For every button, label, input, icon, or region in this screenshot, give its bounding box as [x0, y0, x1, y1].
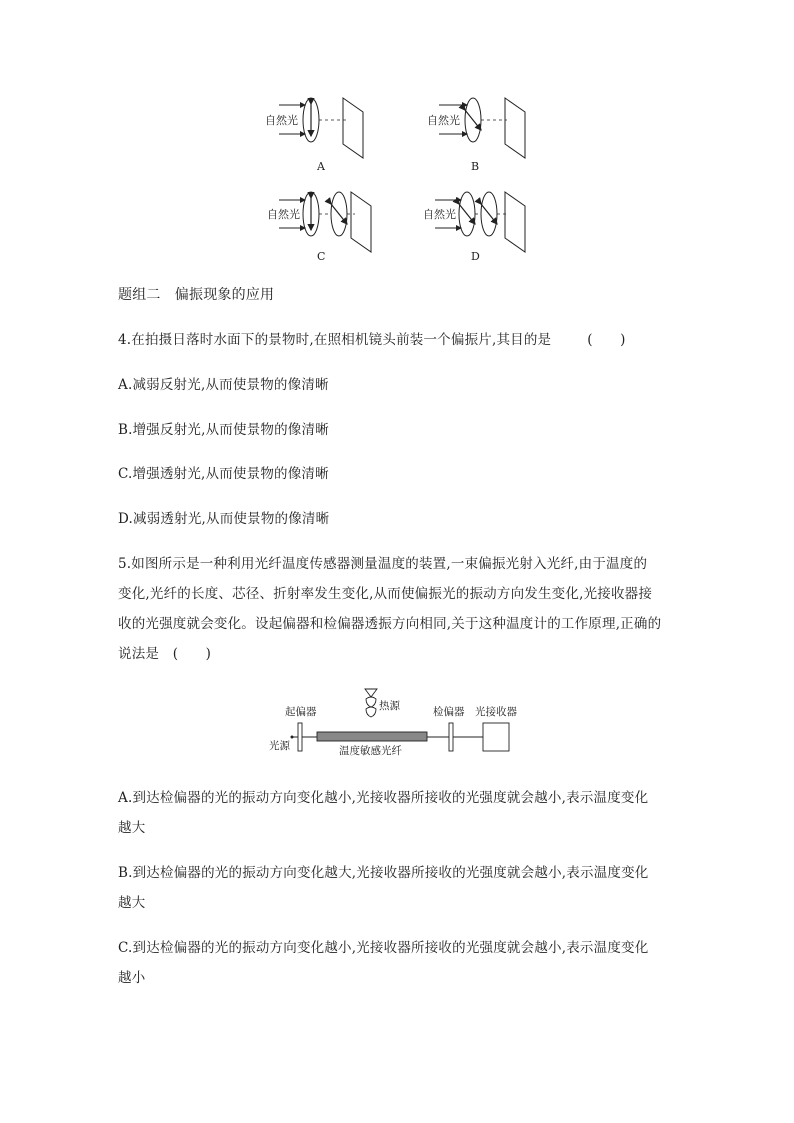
- caption-a: A: [317, 160, 325, 173]
- q4-option-b: B.增强反射光,从而使景物的像清晰: [118, 422, 329, 438]
- q4-bracket: ( ): [587, 332, 626, 348]
- q5-option-a-line-2: 越大: [118, 820, 146, 836]
- caption-d: D: [471, 250, 480, 263]
- light-label-c: 自然光: [267, 208, 300, 221]
- heat-source-icon: [365, 689, 377, 717]
- caption-c: C: [317, 250, 326, 263]
- receiver: [483, 723, 509, 751]
- q5-option-c-line-1: C.到达检偏器的光的振动方向变化越小,光接收器所接收的光强度就会越小,表示温度变化: [118, 940, 649, 956]
- fiber: [317, 732, 427, 741]
- diagram-b: [427, 98, 525, 173]
- polarizer-label: 起偏器: [285, 706, 317, 718]
- q4-stem-text: 4.在拍摄日落时水面下的景物时,在照相机镜头前装一个偏振片,其目的是: [118, 332, 552, 348]
- q4-option-c: C.增强透射光,从而使景物的像清晰: [118, 466, 329, 482]
- diagram-a: [265, 98, 363, 173]
- q5-option-a-line-1: A.到达检偏器的光的振动方向变化越小,光接收器所接收的光强度就会越小,表示温度变化: [118, 790, 649, 806]
- q5-option-b-line-2: 越大: [118, 895, 146, 911]
- light-label-b: 自然光: [427, 114, 460, 127]
- polarization-figure: [255, 90, 545, 270]
- section-title: 题组二 偏振现象的应用: [118, 287, 275, 303]
- q5-stem-line-2: 变化,光纤的长度、芯径、折射率发生变化,从而使偏振光的振动方向发生变化,光接收器接: [118, 586, 653, 602]
- light-label-a: 自然光: [265, 114, 298, 127]
- analyzer-label: 检偏器: [433, 706, 465, 718]
- q5-stem-line-3: 收的光强度就会变化。设起偏器和检偏器透振方向相同,关于这种温度计的工作原理,正确的: [118, 616, 662, 632]
- light-label-d: 自然光: [423, 208, 456, 221]
- receiver-label: 光接收器: [475, 706, 517, 718]
- q5-stem-line-4: 说法是 ( ): [118, 646, 212, 662]
- q5-stem-line-1: 5.如图所示是一种利用光纤温度传感器测量温度的装置,一束偏振光射入光纤,由于温度的: [118, 556, 648, 572]
- fiber-label: 温度敏感光纤: [339, 745, 402, 757]
- analyzer: [449, 723, 453, 751]
- fiber-sensor-figure: [265, 685, 530, 760]
- q5-option-b-line-1: B.到达检偏器的光的振动方向变化越大,光接收器所接收的光强度就会越小,表示温度变化: [118, 865, 649, 881]
- q4-stem: [118, 328, 626, 348]
- q4-option-d: D.减弱透射光,从而使景物的像清晰: [118, 511, 330, 527]
- polarizer: [298, 723, 302, 751]
- q4-option-a: A.减弱反射光,从而使景物的像清晰: [118, 377, 329, 393]
- caption-b: B: [471, 160, 480, 173]
- light-source-label: 光源: [269, 740, 290, 752]
- heat-source-label: 热源: [379, 700, 400, 712]
- diagram-c: [267, 192, 371, 263]
- diagram-d: [423, 192, 525, 263]
- q5-option-c-line-2: 越小: [118, 970, 146, 986]
